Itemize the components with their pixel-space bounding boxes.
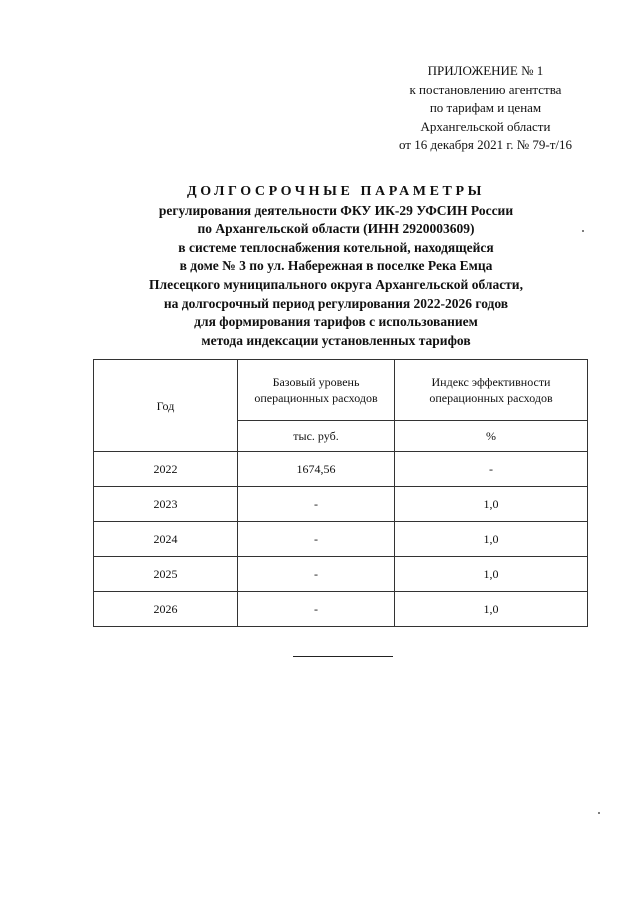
unit-base-level: тыс. руб. (238, 421, 395, 452)
appendix-title: ПРИЛОЖЕНИЕ № 1 (427, 63, 544, 78)
title-line: по Архангельской области (ИНН 2920003609) (197, 221, 475, 237)
document-title (0, 183, 640, 350)
appendix-line: Архангельской области (420, 118, 551, 134)
cell-efficiency-index: 1,0 (395, 522, 588, 557)
table-row (94, 487, 588, 522)
cell-year: 2023 (94, 487, 238, 522)
cell-base-level: - (238, 592, 395, 627)
table-header-row (94, 360, 588, 421)
scan-speck (582, 230, 584, 232)
title-line: для формирования тарифов с использованием (194, 314, 478, 330)
parameters-table (93, 359, 588, 627)
header-base-level: Базовый уровень операционных расходов (238, 360, 395, 421)
table-row (94, 557, 588, 592)
header-year: Год (94, 360, 238, 452)
table-row (94, 522, 588, 557)
appendix-date-number: от 16 декабря 2021 г. № 79-т/16 (398, 137, 572, 152)
appendix-block (399, 62, 572, 155)
cell-base-level: - (238, 557, 395, 592)
cell-efficiency-index: - (395, 452, 588, 487)
title-line: Плесецкого муниципального округа Архангельской области, (149, 276, 523, 292)
cell-efficiency-index: 1,0 (395, 557, 588, 592)
title-line: регулирования деятельности ФКУ ИК-29 УФСИН России (158, 202, 514, 218)
title-line: на долгосрочный период регулирования 2022-2026 годов (163, 295, 509, 311)
table-row (94, 592, 588, 627)
table-row (94, 452, 588, 487)
scan-speck (598, 812, 600, 814)
title-heading: ДОЛГОСРОЧНЫЕ ПАРАМЕТРЫ (186, 184, 485, 199)
header-efficiency-index: Индекс эффективности операционных расходов (395, 360, 588, 421)
cell-base-level: - (238, 522, 395, 557)
cell-base-level: - (238, 487, 395, 522)
end-divider-line (293, 656, 393, 657)
cell-base-level: 1674,56 (238, 452, 395, 487)
cell-year: 2022 (94, 452, 238, 487)
unit-efficiency-index: % (395, 421, 588, 452)
title-line: в доме № 3 по ул. Набережная в поселке Река Емца (179, 258, 493, 274)
cell-year: 2024 (94, 522, 238, 557)
cell-efficiency-index: 1,0 (395, 487, 588, 522)
appendix-line: по тарифам и ценам (429, 100, 542, 115)
cell-year: 2025 (94, 557, 238, 592)
cell-year: 2026 (94, 592, 238, 627)
cell-efficiency-index: 1,0 (395, 592, 588, 627)
title-line: в системе теплоснабжения котельной, находящейся (178, 239, 494, 255)
title-line: метода индексации установленных тарифов (201, 332, 471, 348)
appendix-line: к постановлению агентства (409, 81, 562, 97)
